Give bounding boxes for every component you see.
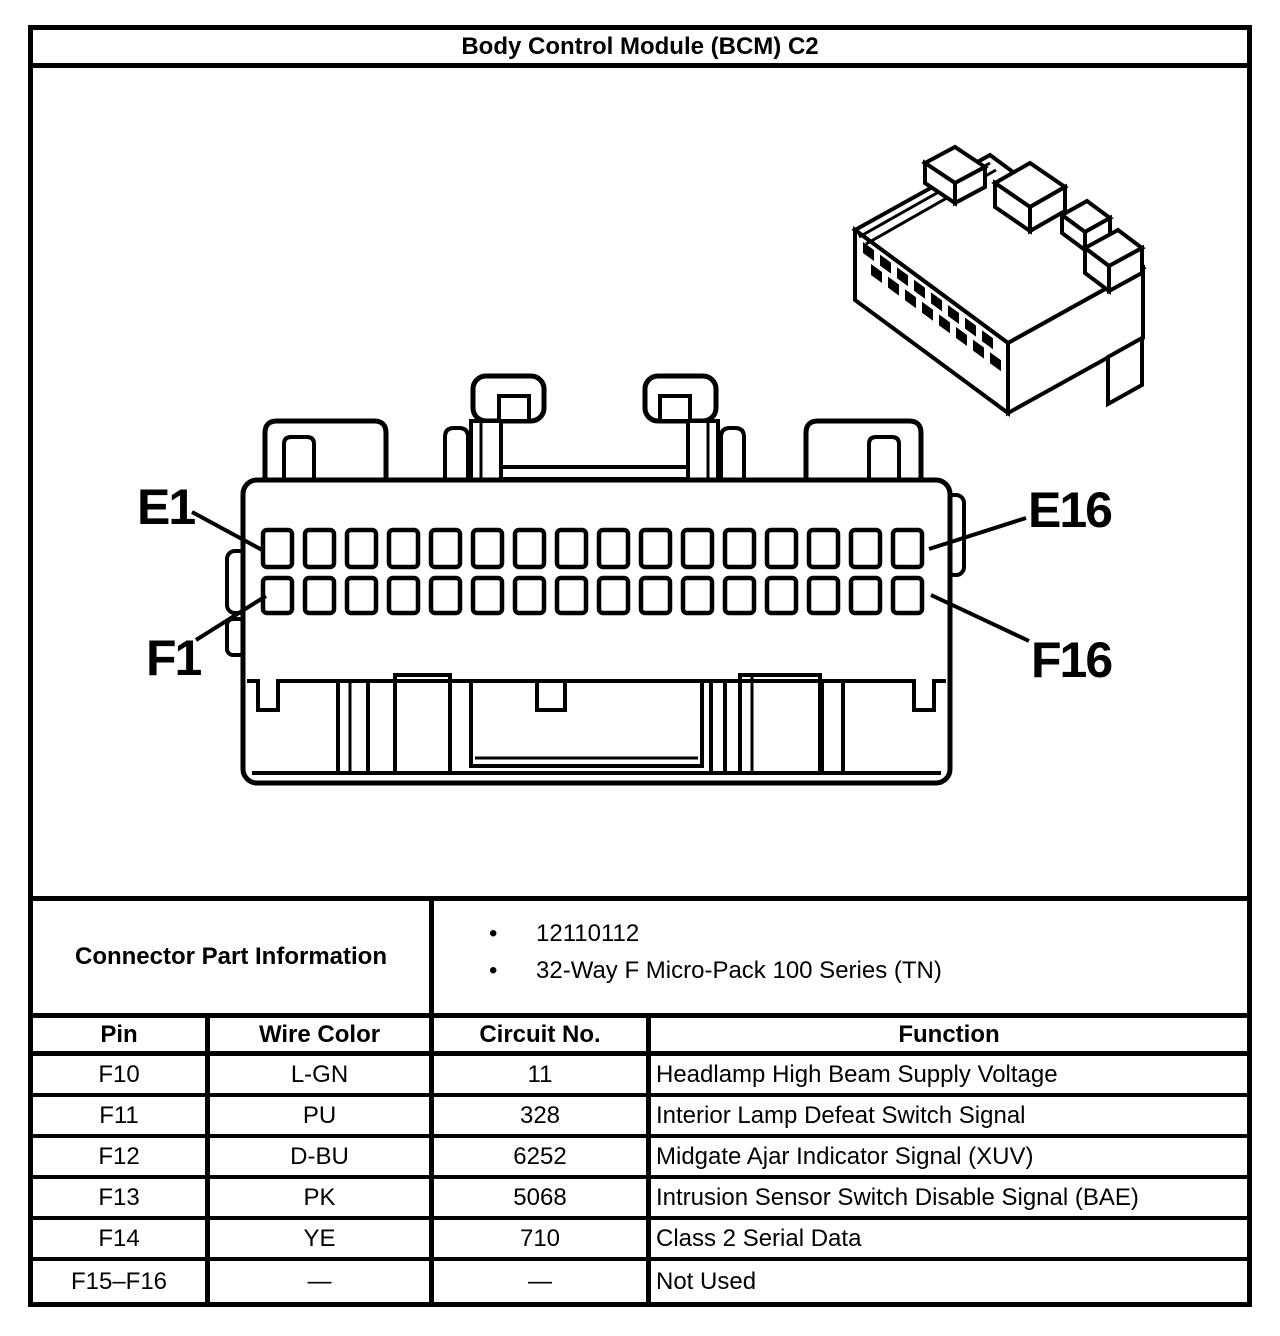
connector-part-info-section	[33, 896, 1247, 1018]
pin-table-header-cell: Circuit No.	[434, 1018, 651, 1051]
wire-color-cell: PK	[210, 1179, 434, 1216]
pin-cell: F14	[33, 1220, 210, 1257]
connector-diagram	[33, 68, 1247, 896]
circuit-no-cell: 328	[434, 1097, 651, 1134]
pin-cell: F11	[33, 1097, 210, 1134]
function-cell: Intrusion Sensor Switch Disable Signal (BAE)	[656, 1183, 1139, 1211]
table-row	[33, 1056, 1247, 1097]
connector-front-view	[227, 376, 964, 783]
bullet-icon: •	[489, 919, 498, 947]
function-cell: Not Used	[656, 1267, 757, 1295]
function-cell: Headlamp High Beam Supply Voltage	[656, 1060, 1058, 1088]
pin-cell: F13	[33, 1179, 210, 1216]
pin-table-header-cell: Function	[898, 1020, 1000, 1048]
pin-table-header-cell: Wire Color	[210, 1018, 434, 1051]
function-cell: Midgate Ajar Indicator Signal (XUV)	[656, 1142, 1034, 1170]
connector-part-number-text: 12110112	[536, 919, 640, 947]
pin-cell: F12	[33, 1138, 210, 1175]
wire-color-cell: D-BU	[210, 1138, 434, 1175]
connector-part-number-item	[489, 952, 1237, 989]
table-row	[33, 1261, 1247, 1302]
circuit-no-cell: 6252	[434, 1138, 651, 1175]
circuit-no-cell: 710	[434, 1220, 651, 1257]
pin-cell: F15–F16	[33, 1261, 210, 1302]
connector-part-numbers-list	[434, 901, 1247, 1013]
pin-label-e16: E16	[1028, 482, 1111, 538]
circuit-no-cell: —	[434, 1261, 651, 1302]
wire-color-cell: —	[210, 1261, 434, 1302]
document-frame	[28, 25, 1252, 1307]
pin-label-f1: F1	[146, 630, 201, 686]
function-cell: Interior Lamp Defeat Switch Signal	[656, 1101, 1026, 1129]
pin-table-body	[33, 1056, 1247, 1302]
connector-part-info-label: Connector Part Information	[33, 901, 434, 1013]
connector-part-number-text: 32-Way F Micro-Pack 100 Series (TN)	[536, 956, 942, 984]
pin-table-header-cell: Pin	[33, 1018, 210, 1051]
bullet-icon: •	[489, 956, 498, 984]
circuit-no-cell: 5068	[434, 1179, 651, 1216]
wire-color-cell: L-GN	[210, 1056, 434, 1093]
pin-label-e1: E1	[137, 479, 195, 535]
table-row	[33, 1097, 1247, 1138]
pin-table-header-row	[33, 1018, 1247, 1056]
page-title: Body Control Module (BCM) C2	[33, 30, 1247, 68]
table-row	[33, 1179, 1247, 1220]
pin-cell: F10	[33, 1056, 210, 1093]
wire-color-cell: PU	[210, 1097, 434, 1134]
circuit-no-cell: 11	[434, 1056, 651, 1093]
pin-label-f16: F16	[1031, 632, 1112, 688]
function-cell: Class 2 Serial Data	[656, 1224, 862, 1252]
wire-color-cell: YE	[210, 1220, 434, 1257]
connector-diagram-area	[33, 68, 1247, 896]
connector-part-number-item	[489, 915, 1237, 952]
table-row	[33, 1138, 1247, 1179]
table-row	[33, 1220, 1247, 1261]
pin-table	[33, 1018, 1247, 1302]
connector-isometric-view	[855, 147, 1143, 413]
